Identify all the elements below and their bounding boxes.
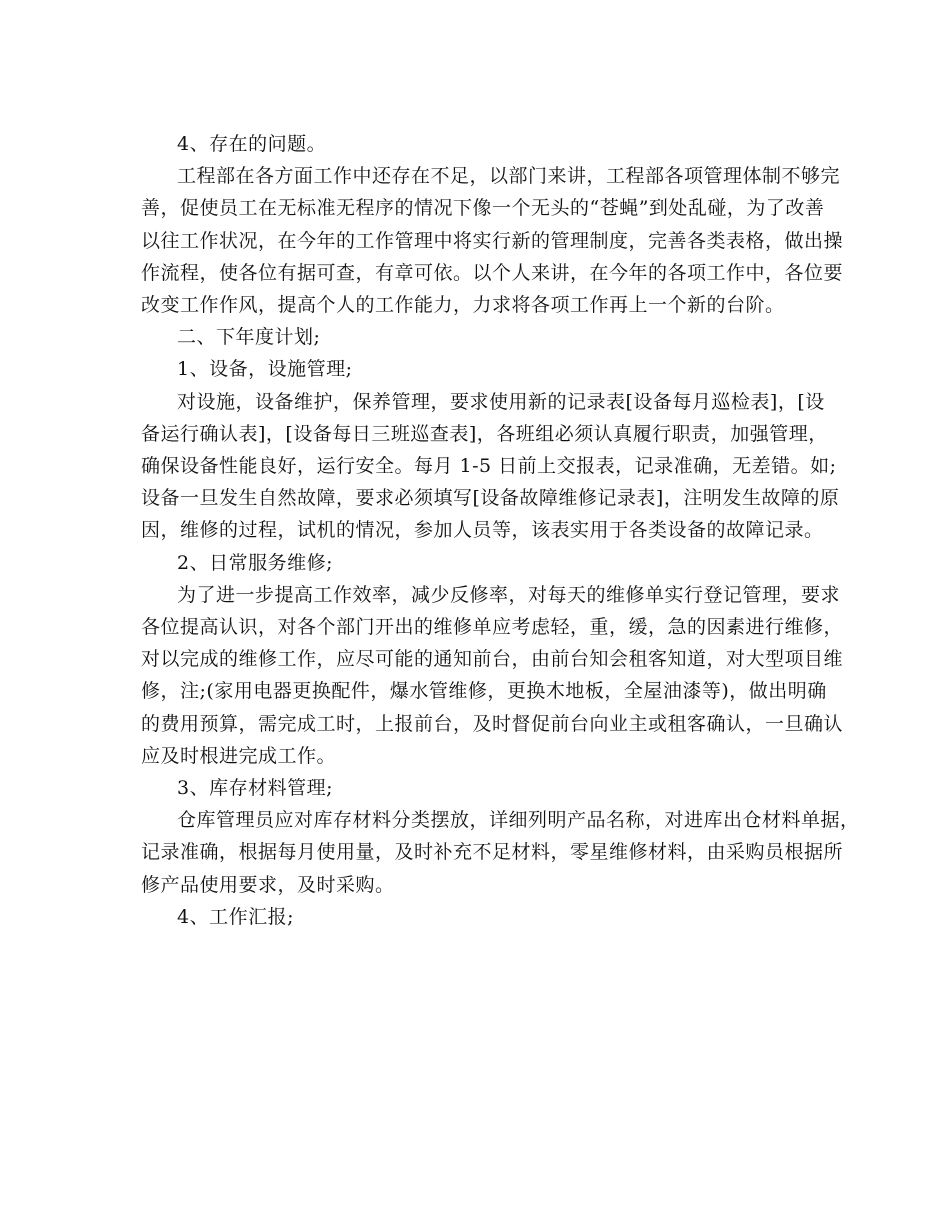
paragraph-line: 的费用预算，需完成工时，上报前台，及时督促前台向业主或租客确认，一旦确认 [141,712,844,735]
paragraph-line: 改变工作作风，提高个人的工作能力，力求将各项工作再上一个新的台阶。 [141,294,785,317]
paragraph-line: 工程部在各方面工作中还存在不足，以部门来讲，工程部各项管理体制不够完 [177,165,841,188]
paragraph-line: 记录准确，根据每月使用量，及时补充不足材料，零星维修材料，由采购员根据所 [141,841,844,864]
paragraph-line: 仓库管理员应对库存材料分类摆放，详细列明产品名称，对进库出仓材料单据， [177,809,860,832]
subheading-inventory-management: 3、库存材料管理; [177,777,333,800]
subheading-equipment-management: 1、设备，设施管理; [177,358,353,381]
paragraph-line: 备运行确认表]，[设备每日三班巡查表]，各班组必须认真履行职责，加强管理， [141,422,828,445]
paragraph-line: 修，注;(家用电器更换配件，爆水管维修，更换木地板，全屋油漆等)，做出明确 [141,680,827,703]
paragraph-line: 对以完成的维修工作，应尽可能的通知前台，由前台知会租客知道，对大型项目维 [141,648,844,671]
section-heading-existing-problems: 4、存在的问题。 [177,133,327,155]
paragraph-line: 各位提高认识，对各个部门开出的维修单应考虑轻，重，缓，急的因素进行维修， [141,616,844,639]
subheading-daily-maintenance: 2、日常服务维修; [177,551,333,574]
section-heading-next-year-plan: 二、下年度计划; [177,326,321,349]
paragraph-line: 为了进一步提高工作效率，减少反修率，对每天的维修单实行登记管理，要求 [177,583,841,606]
paragraph-line: 确保设备性能良好，运行安全。每月 1-5 日前上交报表，记录准确，无差错。如; [141,455,837,478]
paragraph-line: 作流程，使各位有据可查，有章可依。以个人来讲，在今年的各项工作中，各位要 [141,261,844,284]
paragraph-line: 以往工作状况，在今年的工作管理中将实行新的管理制度，完善各类表格，做出操 [141,229,844,252]
paragraph-line: 因，维修的过程，试机的情况，参加人员等，该表实用于各类设备的故障记录。 [141,519,824,542]
paragraph-line: 善，促使员工在无标准无程序的情况下像一个无头的“苍蝇”到处乱碰，为了改善 [141,197,825,220]
paragraph-line: 修产品使用要求，及时采购。 [141,873,395,896]
subheading-work-report: 4、工作汇报; [177,905,294,928]
document-body [141,128,860,933]
paragraph-line: 应及时根进完成工作。 [141,744,337,767]
paragraph-line: 对设施，设备维护，保养管理，要求使用新的记录表[设备每月巡检表]，[设 [177,390,825,413]
paragraph-line: 设备一旦发生自然故障，要求必须填写[设备故障维修记录表]，注明发生故障的原 [141,487,840,510]
